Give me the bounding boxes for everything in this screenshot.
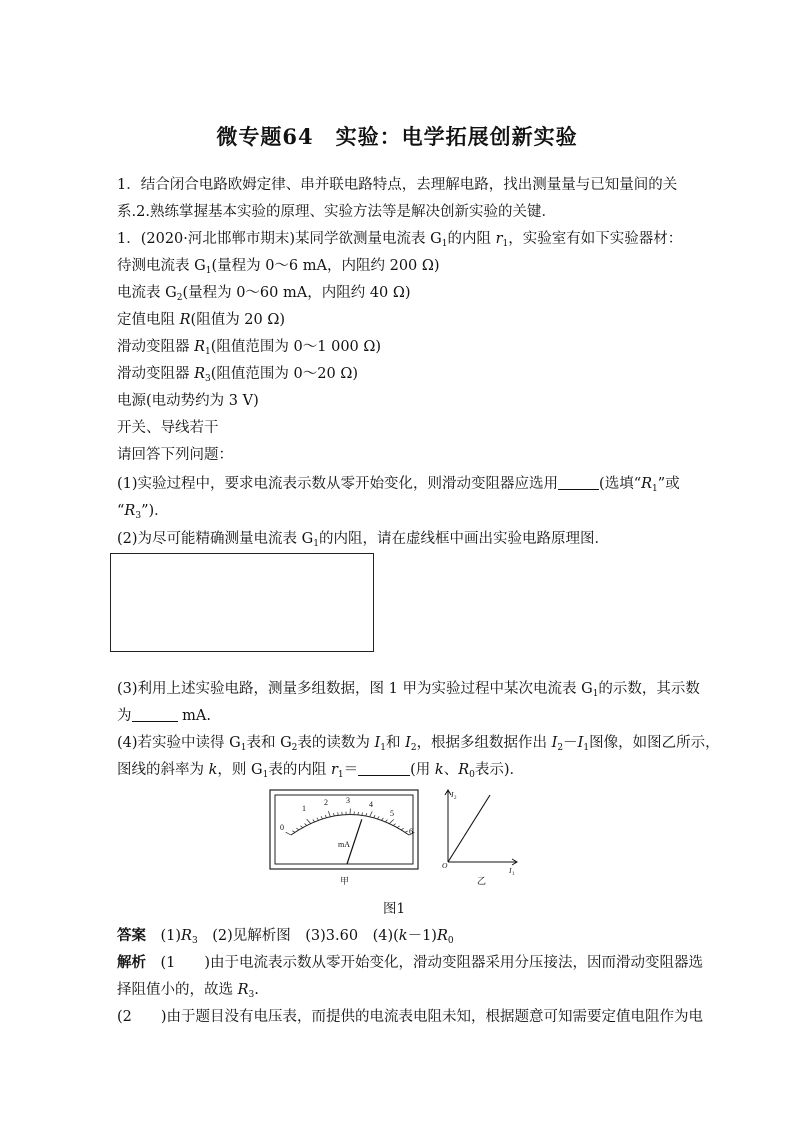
meter-tick-label: 3 <box>346 796 350 805</box>
meter-unit-label: mA <box>338 840 350 849</box>
meter-tick <box>333 813 334 816</box>
subquestion-4: (4)若实验中读得 $G_1$表和 $G_2$表的读数为 $I_1$和 $I_2$，根据多组数据作出 $I_2-I_1$图像，如图乙所示， <box>117 735 720 753</box>
graph-x-axis-label: I <box>509 866 512 875</box>
graph-x-axis-label-sub: 1 <box>512 872 515 877</box>
question-stem: 1．(2020·河北邯郸市期末)某同学欲测量电流表 $G_1$的内阻 $r_1$，实验室有如下实验器材： <box>117 231 683 249</box>
answer-blank <box>132 707 178 722</box>
graph-y-axis-label: I <box>451 790 454 799</box>
graph-data-line <box>448 795 490 862</box>
subquestion-3: (3)利用上述实验电路，测量多组数据，图 1 甲为实验过程中某次电流表 $G_1$的示数，其示数 <box>117 681 700 699</box>
meter-caption: 甲 <box>340 876 350 886</box>
graph-origin-label: O <box>442 861 448 870</box>
meter-tick <box>328 811 330 817</box>
equipment-item: 待测电流表 $G_1$(量程为 0～6 mA，内阻约 200 Ω) <box>117 258 440 276</box>
meter-tick <box>292 831 295 833</box>
meter-tick <box>325 815 326 818</box>
meter-tick <box>305 823 307 825</box>
meter-tick <box>378 816 380 818</box>
figure-1 <box>268 788 528 888</box>
meter-tick <box>313 820 315 822</box>
subquestion-1: (1)实验过程中，要求电流表示数从零开始变化，则滑动变阻器应选用 (选填“$R_1$”或 <box>117 476 680 494</box>
circuit-drawing-box <box>110 553 374 652</box>
equipment-item: 电流表 $G_2$(量程为 0～60 mA，内阻约 40 Ω) <box>117 285 411 303</box>
meter-tick <box>385 820 387 822</box>
meter-tick-label: 1 <box>302 804 306 813</box>
meter-inner-frame <box>275 795 413 864</box>
graph-caption: 乙 <box>477 876 487 886</box>
equipment-item: 电源(电动势约为 3 V) <box>117 393 259 409</box>
figure-caption: 图1 <box>383 901 406 917</box>
graph-y-axis-label-sub: 2 <box>454 796 457 801</box>
meter-tick <box>397 826 399 828</box>
equipment-item: 开关、导线若干 <box>117 420 219 436</box>
meter-tick <box>362 812 363 815</box>
analysis-line-1: 解析 (1 )由于电流表示数从零开始变化，滑动变阻器采用分压接法，因而滑动变阻器选 <box>117 954 704 971</box>
meter-tick <box>370 811 373 816</box>
subquestion-3-cont: 为 mA. <box>117 708 211 724</box>
meter-tick <box>389 819 393 823</box>
figure-1-svg <box>268 788 528 888</box>
meter-tick-labels <box>280 796 413 836</box>
meter-tick-label: 4 <box>369 800 373 809</box>
meter-tick <box>296 828 298 830</box>
page-title: 微专题64 实验：电学拓展创新实验 <box>216 124 578 149</box>
analysis-line-3: (2 )由于题目没有电压表，而提供的电流表电阻未知，根据题意可知需要定值电阻作为电 <box>117 1009 704 1025</box>
meter-tick <box>307 819 311 823</box>
subquestion-1-cont: “$R_3$”)． <box>117 503 169 521</box>
meter-tick <box>286 832 291 835</box>
question-prompt: 请回答下列问题： <box>117 447 233 463</box>
equipment-item: 滑动变阻器 $R_3$(阻值范围为 0～20 Ω) <box>117 366 358 384</box>
meter-tick-label: 2 <box>324 798 328 807</box>
meter-outer-frame <box>270 790 418 869</box>
equipment-item: 滑动变阻器 $R_1$(阻值范围为 0～1 000 Ω) <box>117 339 382 357</box>
meter-tick <box>300 826 302 828</box>
answer-line: 答案 $(1)R_3$ (2)见解析图 (3)3.60 $(4)(k-1)R_0$ <box>117 927 454 946</box>
meter-tick <box>405 831 408 832</box>
meter-tick <box>366 813 367 816</box>
meter-tick-label: 6 <box>409 827 413 836</box>
subquestion-4-cont: 图线的斜率为 k，则 $G_1$表的内阻 $r_1=$ (用 k、$R_0$表示)． <box>117 762 525 780</box>
answer-blank <box>358 761 410 776</box>
meter-tick <box>393 824 395 826</box>
meter-tick <box>374 815 375 818</box>
analysis-line-2: 择阻值小的，故选 $R_3$. <box>117 982 259 1000</box>
intro-line-1: 1．结合闭合电路欧姆定律、串并联电路特点，去理解电路，找出测量量与已知量间的关 <box>117 177 678 193</box>
meter-tick <box>381 818 383 820</box>
subquestion-2: (2)为尽可能精确测量电流表 $G_1$的内阻，请在虚线框中画出实验电路原理图． <box>117 531 609 549</box>
intro-line-2: 系.2.熟练掌握基本实验的原理、实验方法等是解决创新实验的关键． <box>117 204 556 220</box>
meter-tick <box>317 818 319 821</box>
meter-tick-label: 5 <box>390 809 394 818</box>
meter-tick-label: 0 <box>280 823 284 832</box>
equipment-item: 定值电阻 R(阻值为 20 Ω) <box>117 312 286 328</box>
meter-tick <box>401 828 404 830</box>
answer-blank <box>558 475 599 490</box>
meter-tick <box>321 816 322 819</box>
